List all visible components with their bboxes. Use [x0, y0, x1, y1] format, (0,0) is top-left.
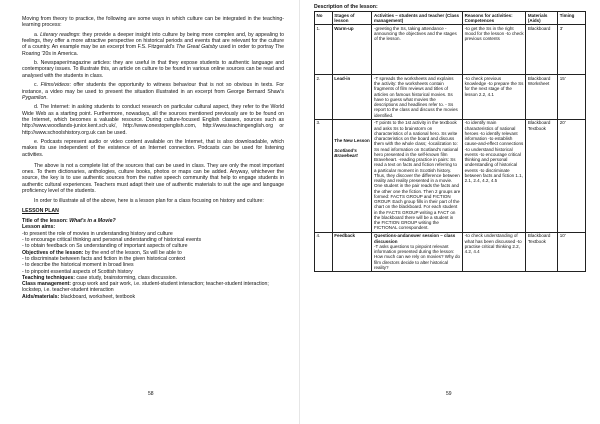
table-header-row	[315, 12, 586, 25]
objective-item: - to pinpoint essential aspects of Scottish history	[22, 268, 133, 275]
table-row	[315, 25, 586, 75]
row-stage-cell	[332, 119, 372, 232]
objectives-line: Objectives of the lesson: by the end of the lesson, Ss will be able to	[22, 249, 182, 256]
aim-item: - to encourage critical thinking and personal understanding of historical events	[22, 237, 202, 244]
table-row	[315, 75, 586, 120]
page-number-left: 58	[148, 391, 154, 397]
row-no: 3.	[315, 119, 333, 232]
header-stages: Stages of lesson	[332, 12, 372, 25]
item-podcasts: e. Podcasts represent audio or video content available on the Internet, that is also downloadable, which makes its use independent of the existence of an Internet connection. Podcasts can be used for listening activities.	[22, 138, 284, 158]
row-activities-heading: Questions-andanswer session – class discussion	[373, 233, 456, 244]
item-films-videos: c. Films/videos: offer students the opportunity to witness behaviour that is not so obvious in texts. For instance, a video may be used to present the situation illustrated in an excerpt from George Bernard Shaw's Pygamlion.	[22, 82, 284, 101]
objective-item: - to discriminate between facts and fiction in the given historical context	[22, 255, 186, 262]
header-materials: Materials (Aids)	[526, 12, 558, 25]
row-activities: -T points to the 1st activity in the textbook and asks Ss to brainstorm on characteristics of a national hero. Ss write characteristics on the board and discuss them with the whole class; -localization to: Ss read information on Scotland's national hero presented in the self-known film Braveheart. -reading practice in pairs: Ss read a text on facts and fiction referring to a particular moment in Scottish history. Thus, they discover the difference between reality and reality presented in a movie. One student in the pair reads the facts and the other one the fiction. Then 2 groups are formed: FACTS GROUP and FICTION GROUP. Each group fills in their part of the chart on the blackboard. For each student in the FACTS GROUP writing a FACT on the blackboard there will be a student in the FICTION GROUP writing the FICTIONAL correspondent.	[372, 119, 463, 232]
row-timing: 10'	[558, 232, 586, 271]
management-line: Class management: group work and pair work, i.e. student-student interaction; teacher-student interaction; lockstep, i.e. teacher-student interaction	[22, 281, 269, 294]
row-reasons: -to get the Ss in the right mood for the lesson -to check previous contents	[463, 25, 526, 75]
row-timing: 3'	[558, 25, 586, 75]
row-reasons: -to check understanding of what has been discussed -to practise critical thinking 2.2, 4.2, 4.4	[463, 232, 526, 271]
row-activities: -T asks questions to pinpoint relevant information presented during the lesson: How much can we rely on movies? Why do film directors decide to alter historical reality?	[373, 243, 461, 270]
row-no: 2.	[315, 75, 333, 120]
intro-paragraph: Moving from theory to practice, the following are some ways in which culture can be integrated in the teaching-learning process:	[22, 16, 284, 29]
right-page	[300, 0, 600, 424]
row-activities-cell	[372, 232, 463, 271]
objective-item: - to describe the historical moment in broad lines	[22, 262, 134, 269]
aim-item: -to present the role of movies in understanding history and culture	[22, 230, 173, 237]
header-activities: Activities – students and teacher (Class management)	[372, 12, 463, 25]
left-text-column	[22, 16, 284, 300]
row-materials: Blackboard Textbook	[526, 232, 558, 271]
description-title: Description of the lesson:	[314, 4, 378, 10]
item-internet: d. The Internet: in asking students to conduct research on particular cultural aspect, they refer to the World Wide Web as a starting point. Furthermore, nowadays, all the sources mentioned previously are to be found on the Internet, which becomes a valuable resource. During culture-focused English classes, sources such as http://www.woodlands-junior.kent.sch.uk/, http://www.onestopenglish.com, http://www.teachingenglish.org or http://www.schoolshistory.org.uk can be used.	[22, 104, 284, 136]
sources-paragraph: The above is not a complete list of the sources that can be used in class. They are only the most important ones. To them dictionaries, anthologies, culture books, photos or maps can be added. Anyway, whichever the source, the key is to use authentic sources from the native speech community that help to engage students in authentic cultural experiences. Teachers must adapt their use of authentic materials to suit the age and language proficiency level of the students.	[22, 162, 284, 195]
lesson-plan-details	[22, 218, 284, 300]
plan-intro-paragraph: In order to illustrate all of the above, here is a lesson plan for a class focusing on history and culture:	[34, 197, 264, 204]
techniques-line: Teaching techniques: case study, brainstorming, class discussion.	[22, 274, 177, 281]
row-activities: -greeting the Ss, taking attendance -announcing the objectives and the stages of the lesson.	[372, 25, 463, 75]
row-materials: Blackboard Worksheet	[526, 75, 558, 120]
aim-item: - to obtain feedback on Ss understanding of important aspects of culture	[22, 243, 188, 250]
row-stage-title: Scotland's Braveheart	[334, 147, 358, 158]
lesson-plan-heading: LESSON PLAN	[22, 207, 59, 214]
table-row	[315, 119, 586, 232]
row-activities: -T spreads the worksheets and explains the activity: the worksheets contain fragments of film reviews and titles of articles on famous historical movies. Ss have to guess what movies the descriptions and headlines refer to. - Ss report to the class and discuss the movies identified.	[372, 75, 463, 120]
row-stage: The New Lesson	[334, 138, 370, 144]
row-materials: Blackboard	[526, 25, 558, 75]
row-materials: Blackboard Textbook	[526, 119, 558, 232]
item-newspaper-articles: b. Newspaper/magazine articles: they are useful in that they expose students to authentic language and contemporary issues. To illustrate this, an article on culture to be found in various online sources can be read and analysed with the students in class.	[22, 60, 284, 79]
lesson-table	[314, 11, 586, 272]
lesson-aims-label: Lesson aims:	[22, 224, 56, 231]
lesson-title-line: Title of the lesson: What's in a Movie?	[22, 218, 116, 225]
row-reasons: -to identify main characteristics of national heroes -to identify relevant information -to establish cause-and-effect connections -to understand historical events -to encourage critical thinking and personal understanding of historical events -to discriminate between facts and fiction 1.1, 2.1, 2.4, 4.2, 4.5	[463, 119, 526, 232]
header-no: No	[315, 12, 333, 25]
row-no: 4.	[315, 232, 333, 271]
row-timing: 15'	[558, 75, 586, 120]
row-stage: Lead-in	[332, 75, 372, 120]
table-row	[315, 232, 586, 271]
row-stage: Feedback	[332, 232, 372, 271]
row-reasons: -to check previous knowledge -to prepare the Ss for the next stage of the lesson 2.2, 4.1	[463, 75, 526, 120]
header-timing: Timing	[558, 12, 586, 25]
header-reasons: Reasons for activities: Competences	[463, 12, 526, 25]
item-literary-readings: a. Literary readings: they provide a deeper insight into culture by being more complex and, by appealing to feelings, they offer a more attractive perspective on historical periods and events that are relevant for the culture of a country. An example may be an excerpt from F.S. Fitzgerald's The Great Gatsby used in order to portray The Roaring '20s in America.	[22, 31, 284, 57]
row-stage: Warm-up	[332, 25, 372, 75]
aids-line: Aids/materials: blackboard, worksheet, textbook	[22, 293, 136, 300]
row-timing: 20'	[558, 119, 586, 232]
row-no: 1.	[315, 25, 333, 75]
page-number-right: 59	[446, 391, 452, 397]
